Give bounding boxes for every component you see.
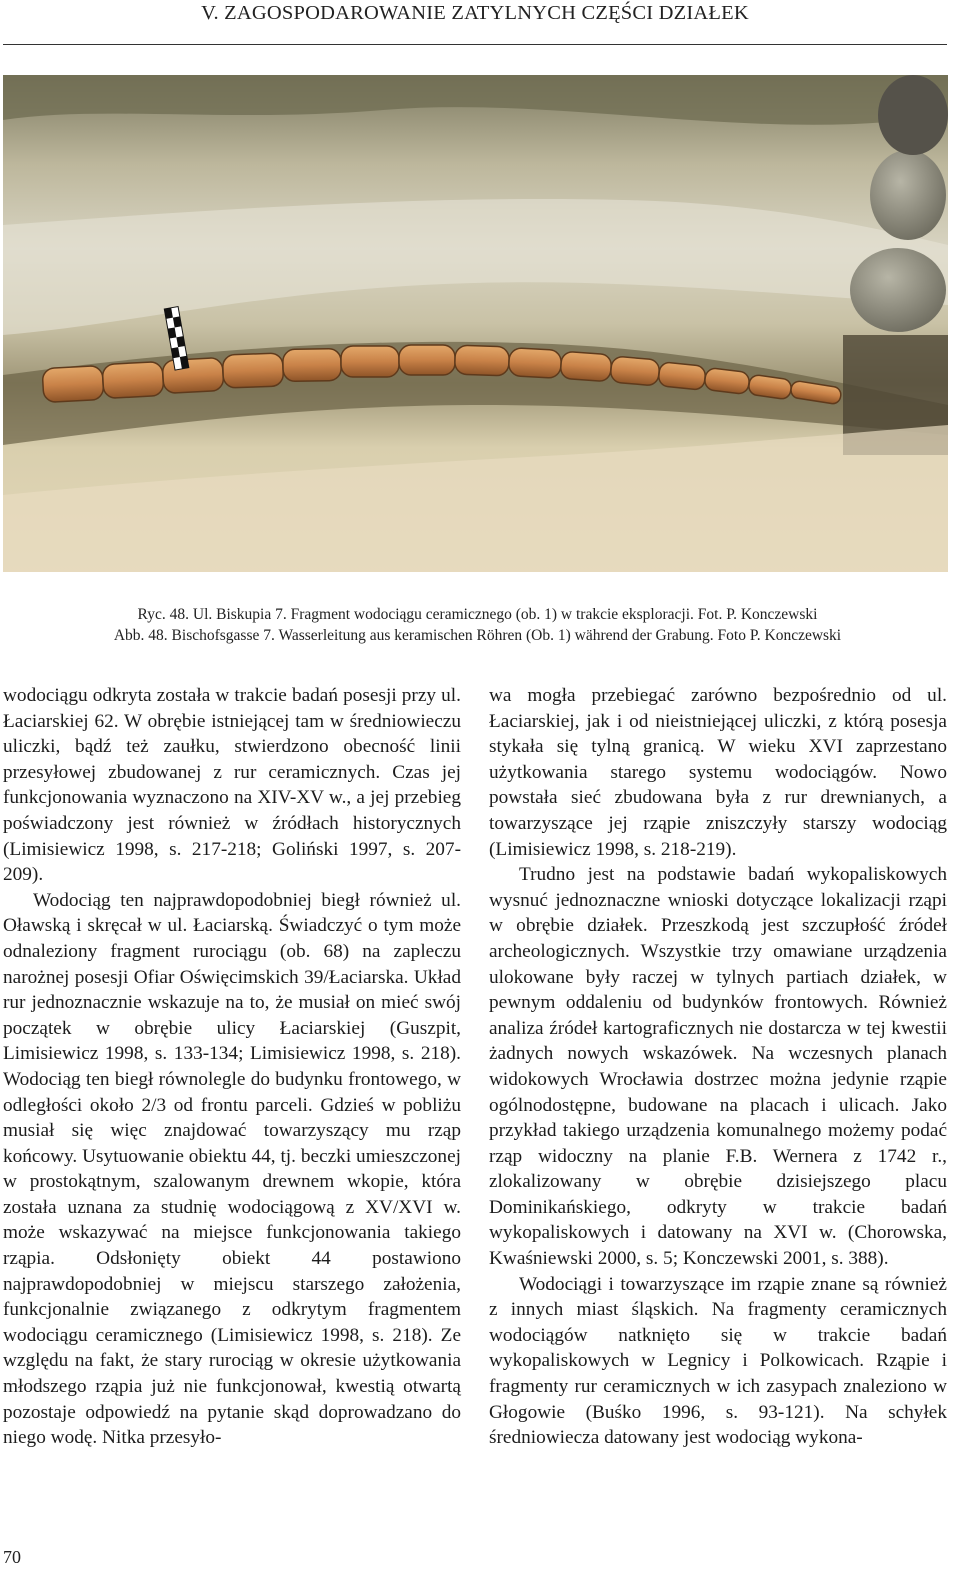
paragraph: Wodociągi i towarzyszące im rząpie znane są również z innych miast śląskich. Na fragmenty ceramicznych wodociągów natknięto się w trakcie badań wykopaliskowych w Legnicy i Polkowicach. Rząpie i fragmenty rur ceramicznych w ich zasypach znaleziono w Głogowie (Buśko 1996, s. 93-121). Na schyłek średniowiecza datowany jest wodociąg wykona-	[489, 1273, 947, 1449]
paragraph: wodociągu odkryta została w trakcie badań posesji przy ul. Łaciarskiej 62. W obrębie istniejącej tam w średniowieczu uliczki, bądź też zaułku, stwierdzono obecność linii przesyłowej zbudowanej z rur ceramicznych. Czas jej funkcjonowania wyznaczono na XIV-XV w., a jej przebieg poświadczony jest również w źródłach historycznych (Limisiewicz 1998, s. 217-218; Goliński 1997, s. 207-209).	[3, 685, 461, 886]
figure-caption-polish: Ryc. 48. Ul. Biskupia 7. Fragment wodociągu ceramicznego (ob. 1) w trakcie eksploracji. Fot. P. Konczewski	[137, 606, 818, 623]
running-header	[0, 0, 960, 46]
paragraph: Wodociąg ten najprawdopodobniej biegł również ul. Oławską i skręcał w ul. Łaciarską. Świadczyć o tym może odnaleziony fragment rurociągu (ob. 68) na zapleczu narożnej posesji Ofiar Oświęcimskich 39/Łaciarska. Układ rur jednoznacznie wskazuje na to, że musiał on mieć swój początek w obrębie ulicy Łaciarskiej (Guszpit, Limisiewicz 1998, s. 133-134; Limisiewicz 1998, s. 218). Wodociąg ten biegł równolegle do budynku frontowego, w odległości około 2/3 od frontu parceli. Gdzieś w pobliżu musiał się więc znajdować towarzyszący mu rząp końcowy. Usytuowanie obiektu 44, tj. beczki umieszczonej w prostokątnym, szalowanym drewnem wkopie, która została uznana za studnię wodociągową z XV/XVI w. może wskazywać na miejsce funkcjonowania takiego rząpia. Odsłonięty obiekt 44 postawiono najprawdopodobniej w miejscu starszego założenia, funkcjonalnie związanego z odkrytym fragmentem wodociągu ceramicznego (Limisiewicz 1998, s. 218). Ze względu na fakt, że stary rurociąg w okresie użytkowania młodszego rząpia już nie funkcjonował, kwestią otwartą pozostaje odpowiedź na pytanie skąd doprowadzano do niego wodę. Nitka przesyło-	[3, 889, 461, 1449]
header-rule	[3, 44, 947, 45]
paragraph: wa mogła przebiegać zarówno bezpośrednio od ul. Łaciarskiej, jak i od nieistniejącej uliczki, z którą posesja stykała się tylną granicą. W wieku XVI zaprzestano użytkowania starego systemu wodociągów. Nowo powstała sieć zbudowana była z rur drewnianych, a towarzyszące jej rząpie zniszczyły starszy wodociąg (Limisiewicz 1998, s. 218-219).	[489, 685, 947, 860]
excavation-photo	[3, 75, 948, 572]
running-header-title: V. ZAGOSPODAROWANIE ZATYLNYCH CZĘŚCI DZIAŁEK	[201, 2, 749, 24]
page-number: 70	[3, 1547, 21, 1567]
paragraph: Trudno jest na podstawie badań wykopaliskowych wysnuć jednoznaczne wnioski dotyczące lokalizacji rząpi w obrębie działek. Przeszkodą jest szczupłość źródeł archeologicznych. Wszystkie trzy omawiane urządzenia ulokowane były raczej w tylnych partiach działek, w pewnym oddaleniu od budynków frontowych. Również analiza źródeł kartograficznych nie dostarcza w tej kwestii żadnych nowych wskazówek. Na wczesnych planach widokowych Wrocławia dostrzec można jedynie rząpie ogólnodostępne, budowane na placach i ulicach. Jako przykład takiego urządzenia komunalnego możemy podać rząp widoczny na planie F.B. Wernera z 1742 r., zlokalizowany w obrębie dzisiejszego placu Dominikańskiego, odkryty w trakcie badań wykopaliskowych i datowany na XVI w. (Chorowska, Kwaśniewski 2000, s. 5; Konczewski 2001, s. 388).	[489, 864, 947, 1270]
figure-caption-german: Abb. 48. Bischofsgasse 7. Wasserleitung aus keramischen Röhren (Ob. 1) während der Grabung. Foto P. Konczewski	[113, 627, 842, 644]
text-column-right	[489, 683, 947, 1451]
text-column-left	[3, 683, 461, 1451]
